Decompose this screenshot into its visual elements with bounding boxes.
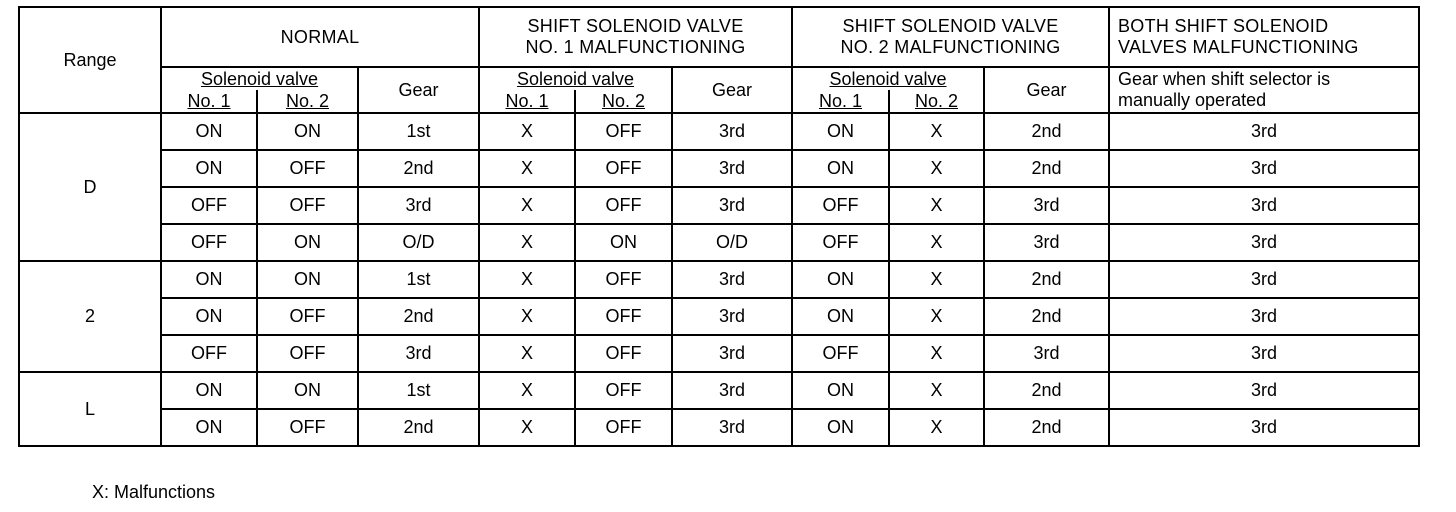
cell-nv2-no1: ON	[792, 409, 889, 446]
cell-nv1-gear: O/D	[672, 224, 792, 261]
cell-normal-no1: ON	[161, 409, 257, 446]
header-no2: No. 2	[575, 90, 672, 113]
cell-nv2-no1: OFF	[792, 187, 889, 224]
range-label: 2	[19, 261, 161, 372]
cell-nv1-no2: OFF	[575, 261, 672, 298]
cell-both-manual-gear: 3rd	[1109, 298, 1419, 335]
cell-nv1-gear: 3rd	[672, 335, 792, 372]
cell-normal-no2: ON	[257, 224, 358, 261]
table-row	[19, 150, 1419, 187]
cell-both-manual-gear: 3rd	[1109, 372, 1419, 409]
cell-nv2-no2: X	[889, 224, 984, 261]
cell-normal-no1: ON	[161, 113, 257, 150]
cell-nv2-gear: 2nd	[984, 409, 1109, 446]
cell-nv2-gear: 2nd	[984, 298, 1109, 335]
cell-nv2-no2: X	[889, 372, 984, 409]
cell-nv2-no2: X	[889, 187, 984, 224]
cell-nv2-gear: 2nd	[984, 261, 1109, 298]
cell-normal-no2: OFF	[257, 409, 358, 446]
cell-normal-gear: 1st	[358, 113, 479, 150]
cell-nv2-no1: ON	[792, 113, 889, 150]
header-no2: No. 2	[257, 90, 358, 113]
header-no1: No. 1	[161, 90, 257, 113]
cell-nv1-gear: 3rd	[672, 187, 792, 224]
header-gear: Gear	[984, 67, 1109, 113]
cell-both-manual-gear: 3rd	[1109, 409, 1419, 446]
cell-normal-gear: 1st	[358, 372, 479, 409]
table-row	[19, 372, 1419, 409]
cell-nv2-no2: X	[889, 335, 984, 372]
cell-nv1-no2: OFF	[575, 298, 672, 335]
cell-normal-no2: OFF	[257, 187, 358, 224]
range-label: L	[19, 372, 161, 446]
cell-normal-no1: ON	[161, 298, 257, 335]
header-normal: NORMAL	[161, 7, 479, 67]
cell-both-manual-gear: 3rd	[1109, 335, 1419, 372]
cell-nv2-gear: 2nd	[984, 113, 1109, 150]
header-both-malfunctioning: BOTH SHIFT SOLENOID VALVES MALFUNCTIONING	[1109, 7, 1419, 67]
cell-nv2-gear: 3rd	[984, 335, 1109, 372]
cell-normal-no2: OFF	[257, 150, 358, 187]
cell-nv1-no2: OFF	[575, 372, 672, 409]
header-solenoid-valve: Solenoid valve	[479, 67, 672, 90]
cell-nv1-no2: OFF	[575, 187, 672, 224]
footnote: X: Malfunctions	[92, 482, 216, 502]
cell-nv1-no2: OFF	[575, 335, 672, 372]
header-no1: No. 1	[792, 90, 889, 113]
header-no2-malfunctioning: SHIFT SOLENOID VALVE NO. 2 MALFUNCTIONING	[792, 7, 1109, 67]
cell-nv1-no1: X	[479, 261, 575, 298]
cell-nv2-no2: X	[889, 150, 984, 187]
cell-both-manual-gear: 3rd	[1109, 150, 1419, 187]
cell-nv2-no2: X	[889, 409, 984, 446]
cell-nv1-no2: OFF	[575, 150, 672, 187]
cell-nv1-no1: X	[479, 409, 575, 446]
cell-nv1-no1: X	[479, 150, 575, 187]
cell-nv1-gear: 3rd	[672, 298, 792, 335]
header-solenoid-valve: Solenoid valve	[161, 67, 358, 90]
cell-nv1-no1: X	[479, 187, 575, 224]
cell-normal-gear: 2nd	[358, 298, 479, 335]
table-row	[19, 298, 1419, 335]
cell-normal-gear: 2nd	[358, 150, 479, 187]
cell-normal-no1: ON	[161, 372, 257, 409]
cell-nv1-no1: X	[479, 372, 575, 409]
cell-nv1-no1: X	[479, 224, 575, 261]
cell-normal-gear: 3rd	[358, 335, 479, 372]
cell-nv2-no1: ON	[792, 372, 889, 409]
cell-normal-no2: ON	[257, 372, 358, 409]
cell-nv1-no2: OFF	[575, 409, 672, 446]
cell-nv1-gear: 3rd	[672, 113, 792, 150]
cell-nv2-no2: X	[889, 298, 984, 335]
cell-nv1-no1: X	[479, 113, 575, 150]
cell-nv1-gear: 3rd	[672, 150, 792, 187]
header-range: Range	[19, 7, 161, 113]
cell-nv1-gear: 3rd	[672, 261, 792, 298]
solenoid-malfunction-table	[18, 6, 1420, 447]
table-row	[19, 261, 1419, 298]
cell-nv1-no1: X	[479, 298, 575, 335]
table-row	[19, 335, 1419, 372]
cell-nv2-gear: 2nd	[984, 150, 1109, 187]
header-no1-malfunctioning: SHIFT SOLENOID VALVE NO. 1 MALFUNCTIONING	[479, 7, 792, 67]
cell-normal-gear: 1st	[358, 261, 479, 298]
solenoid-table-container	[18, 6, 1420, 447]
range-label: D	[19, 113, 161, 261]
cell-nv2-no1: OFF	[792, 335, 889, 372]
cell-nv2-no2: X	[889, 261, 984, 298]
cell-normal-no2: ON	[257, 261, 358, 298]
cell-nv2-gear: 3rd	[984, 224, 1109, 261]
cell-nv2-gear: 3rd	[984, 187, 1109, 224]
cell-normal-no1: OFF	[161, 187, 257, 224]
cell-nv2-no2: X	[889, 113, 984, 150]
cell-both-manual-gear: 3rd	[1109, 113, 1419, 150]
cell-normal-gear: 3rd	[358, 187, 479, 224]
cell-normal-no2: OFF	[257, 335, 358, 372]
table-row	[19, 113, 1419, 150]
cell-normal-no2: OFF	[257, 298, 358, 335]
cell-nv2-gear: 2nd	[984, 372, 1109, 409]
cell-nv1-no1: X	[479, 335, 575, 372]
cell-nv2-no1: ON	[792, 261, 889, 298]
table-row	[19, 409, 1419, 446]
cell-normal-no2: ON	[257, 113, 358, 150]
cell-normal-no1: OFF	[161, 335, 257, 372]
cell-nv2-no1: ON	[792, 298, 889, 335]
header-gear: Gear	[358, 67, 479, 113]
cell-nv1-no2: OFF	[575, 113, 672, 150]
cell-normal-no1: ON	[161, 261, 257, 298]
cell-normal-no1: ON	[161, 150, 257, 187]
header-manual-gear: Gear when shift selector is manually operated	[1109, 67, 1419, 113]
header-gear: Gear	[672, 67, 792, 113]
header-no1: No. 1	[479, 90, 575, 113]
header-solenoid-valve: Solenoid valve	[792, 67, 984, 90]
cell-both-manual-gear: 3rd	[1109, 187, 1419, 224]
header-no2: No. 2	[889, 90, 984, 113]
table-row	[19, 187, 1419, 224]
table-row	[19, 224, 1419, 261]
cell-normal-no1: OFF	[161, 224, 257, 261]
cell-normal-gear: 2nd	[358, 409, 479, 446]
cell-both-manual-gear: 3rd	[1109, 224, 1419, 261]
cell-normal-gear: O/D	[358, 224, 479, 261]
cell-nv1-gear: 3rd	[672, 409, 792, 446]
cell-both-manual-gear: 3rd	[1109, 261, 1419, 298]
cell-nv1-no2: ON	[575, 224, 672, 261]
cell-nv2-no1: ON	[792, 150, 889, 187]
cell-nv2-no1: OFF	[792, 224, 889, 261]
cell-nv1-gear: 3rd	[672, 372, 792, 409]
